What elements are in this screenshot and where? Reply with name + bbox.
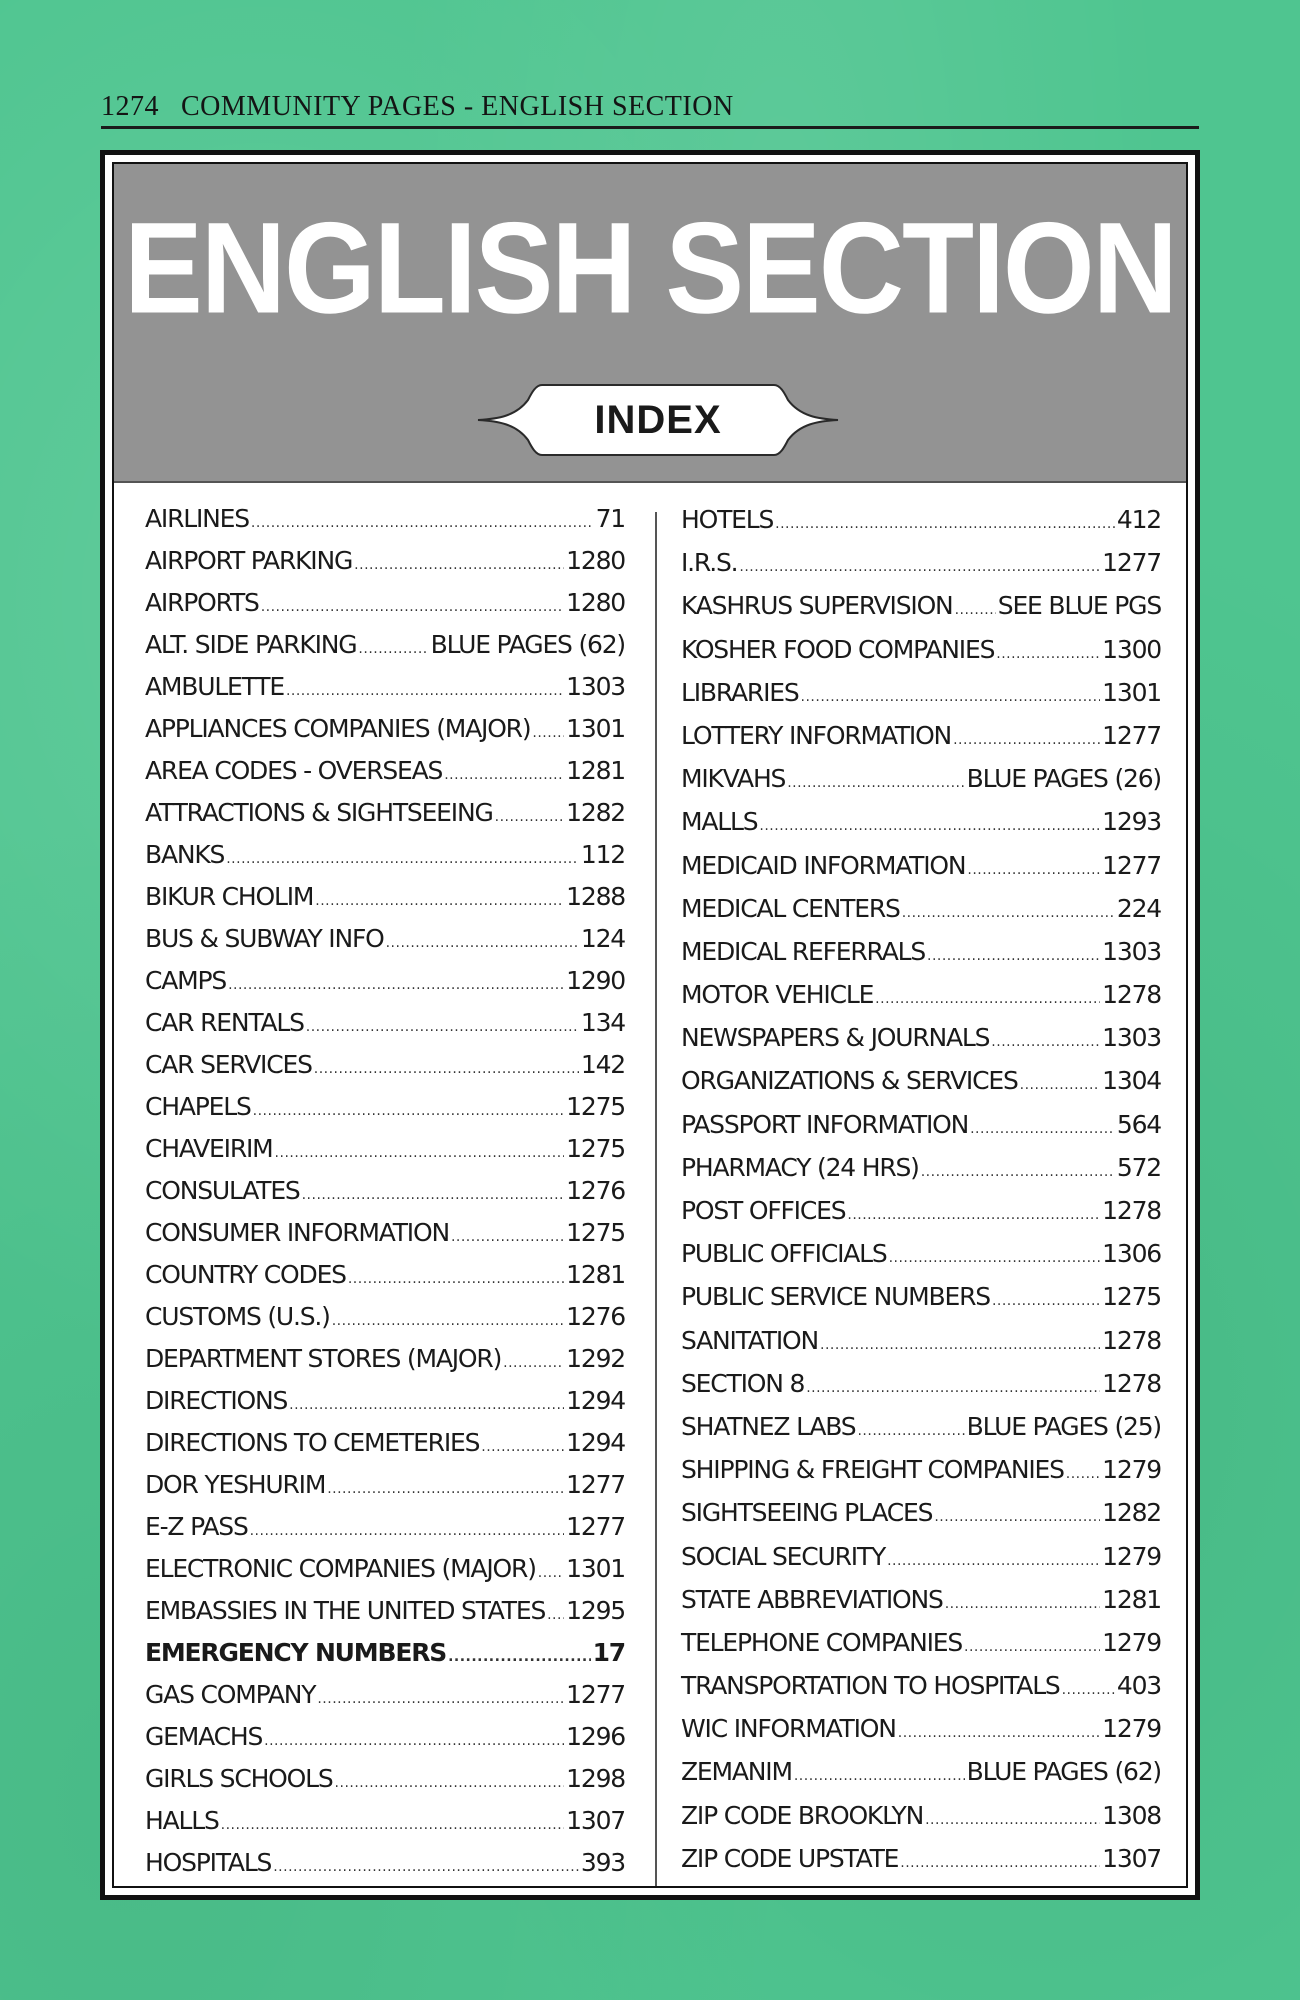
index-entry-name: DIRECTIONS TO CEMETERIES: [145, 1428, 480, 1457]
index-entry-page: 1275: [566, 1134, 625, 1163]
index-entry: [681, 887, 1161, 930]
index-entry: [145, 1590, 625, 1632]
index-column-right: [681, 498, 1161, 1880]
dot-leader: [332, 1300, 564, 1342]
dot-leader: [273, 1846, 579, 1888]
dot-leader: [806, 1367, 1100, 1410]
index-entry: [681, 541, 1161, 584]
index-entry: [681, 757, 1161, 800]
index-entry-page: 1288: [566, 882, 625, 911]
index-entry-page: 393: [580, 1848, 625, 1877]
index-entry: [681, 844, 1161, 887]
index-entry: [145, 960, 625, 1002]
dot-leader: [289, 1384, 564, 1426]
index-entry-name: CHAVEIRIM: [145, 1134, 273, 1163]
index-entry-name: SECTION 8: [681, 1368, 805, 1398]
dot-leader: [348, 1258, 564, 1300]
index-entry: [681, 1750, 1161, 1793]
index-entry-page: 1301: [1102, 677, 1161, 707]
index-entry-name: ZEMANIM: [681, 1757, 792, 1787]
index-entry-name: I.R.S.: [681, 548, 738, 578]
index-entry-name: LIBRARIES: [681, 677, 799, 707]
index-entry-name: TRANSPORTATION TO HOSPITALS: [681, 1671, 1060, 1701]
dot-leader: [226, 838, 579, 880]
section-title: ENGLISH SECTION: [124, 195, 1176, 342]
index-entry: [681, 1059, 1161, 1102]
index-entry-name: STATE ABBREVIATIONS: [681, 1584, 943, 1614]
index-entry-name: ALT. SIDE PARKING: [145, 630, 357, 659]
dot-leader: [992, 1280, 1100, 1323]
dot-leader: [739, 546, 1100, 589]
index-entry-name: HALLS: [145, 1806, 219, 1835]
index-entry-name: ATTRACTIONS & SIGHTSEEING: [145, 798, 493, 827]
dot-leader: [889, 1237, 1101, 1280]
dot-leader: [902, 892, 1115, 935]
index-entry-page: 1304: [1102, 1066, 1161, 1096]
index-entry-page: 1279: [1102, 1714, 1161, 1744]
index-entry-name: AIRLINES: [145, 504, 249, 533]
dot-leader: [495, 796, 565, 838]
index-entry: [145, 1758, 625, 1800]
index-entry-name: MALLS: [681, 807, 758, 837]
dot-leader: [264, 1720, 564, 1762]
dot-leader: [794, 1755, 965, 1798]
index-entry-name: EMBASSIES IN THE UNITED STATES: [145, 1596, 546, 1625]
index-entry-name: TELEPHONE COMPANIES: [681, 1627, 963, 1657]
index-entry: [145, 624, 625, 666]
index-entry: [145, 1422, 625, 1464]
dot-leader: [503, 1342, 564, 1384]
index-entry-page: 1279: [1102, 1541, 1161, 1571]
index-entry: [681, 628, 1161, 671]
index-entry-name: ORGANIZATIONS & SERVICES: [681, 1066, 1018, 1096]
dot-leader: [1020, 1064, 1101, 1107]
dot-leader: [444, 754, 564, 796]
index-entry-page: 1307: [1102, 1843, 1161, 1873]
index-entry-page: 1300: [1102, 634, 1161, 664]
index-entry: [145, 1674, 625, 1716]
dot-leader: [820, 1324, 1100, 1367]
index-entry-name: GIRLS SCHOOLS: [145, 1764, 333, 1793]
index-entry-name: CONSUMER INFORMATION: [145, 1218, 449, 1247]
dot-leader: [251, 502, 594, 544]
dot-leader: [314, 1048, 579, 1090]
index-entry-page: 1280: [566, 546, 625, 575]
index-entry: [145, 1170, 625, 1212]
index-entry-page: 1298: [566, 1764, 625, 1793]
index-entry-name: AIRPORT PARKING: [145, 546, 353, 575]
dot-leader: [306, 1006, 579, 1048]
index-entry-name: LOTTERY INFORMATION: [681, 720, 952, 750]
index-entry-page: 1308: [1102, 1800, 1161, 1830]
dot-leader: [317, 1678, 564, 1720]
index-entry: [681, 1794, 1161, 1837]
index-entry-page: 403: [1116, 1671, 1161, 1701]
index-frame-inner: [112, 162, 1188, 1888]
index-entry-name: POST OFFICES: [681, 1196, 846, 1225]
index-entry-name: BANKS: [145, 840, 225, 869]
dot-leader: [1062, 1669, 1115, 1712]
dot-leader: [354, 544, 564, 586]
index-entry-name: GAS COMPANY: [145, 1680, 316, 1709]
index-entry: [145, 1716, 625, 1758]
index-entry-name: AMBULETTE: [145, 672, 284, 701]
index-entry-name: NEWSPAPERS & JOURNALS: [681, 1023, 990, 1053]
index-entry-page: 1282: [1102, 1498, 1161, 1528]
dot-leader: [286, 670, 564, 712]
dot-leader: [386, 922, 579, 964]
page-number: 1274: [101, 91, 159, 122]
index-entry-name: AREA CODES - OVERSEAS: [145, 756, 443, 785]
index-entry-name: CHAPELS: [145, 1092, 251, 1121]
index-entry-name: HOTELS: [681, 505, 774, 534]
dot-leader: [451, 1216, 564, 1258]
index-entry-name: MOTOR VEHICLE: [681, 980, 874, 1010]
dot-leader: [898, 1712, 1100, 1755]
index-entry: [681, 671, 1161, 714]
column-divider: [655, 512, 657, 1887]
index-entry-name: ZIP CODE BROOKLYN: [681, 1800, 924, 1830]
index-entry: [681, 584, 1161, 627]
dot-leader: [228, 964, 564, 1006]
index-entry-page: 1279: [1102, 1627, 1161, 1657]
index-entry-page: 564: [1116, 1109, 1161, 1139]
index-column-left: [145, 498, 625, 1884]
dot-leader: [221, 1804, 565, 1846]
index-tag: [476, 382, 840, 458]
dot-leader: [900, 1842, 1100, 1885]
index-entry-page: 1301: [566, 1554, 625, 1583]
dot-leader: [967, 849, 1100, 892]
dot-leader: [358, 628, 428, 670]
index-entry: [681, 1146, 1161, 1189]
index-entry-page: SEE BLUE PGS: [997, 591, 1161, 621]
index-entry-name: CUSTOMS (U.S.): [145, 1302, 330, 1331]
dot-leader: [481, 1426, 564, 1468]
index-entry-name: ELECTRONIC COMPANIES (MAJOR): [145, 1554, 536, 1583]
index-entry: [681, 714, 1161, 757]
index-entry-page: 1296: [566, 1722, 625, 1751]
index-entry: [681, 1621, 1161, 1664]
index-entry-name: SHIPPING & FREIGHT COMPANIES: [681, 1455, 1064, 1485]
index-entry: [145, 498, 625, 540]
index-entry-name: SANITATION: [681, 1325, 819, 1355]
index-entry-name: GEMACHS: [145, 1722, 263, 1751]
index-entry-page: 1303: [1102, 936, 1161, 966]
index-entry: [681, 1405, 1161, 1448]
index-entry-page: 1278: [1102, 1325, 1161, 1355]
dot-leader: [857, 1410, 964, 1453]
index-entry: [145, 1002, 625, 1044]
index-entry: [681, 1103, 1161, 1146]
index-entry-name: MEDICAID INFORMATION: [681, 850, 966, 880]
running-head-title: COMMUNITY PAGES - ENGLISH SECTION: [181, 91, 734, 122]
index-entry-page: 1281: [566, 1260, 625, 1289]
index-entry-name: SHATNEZ LABS: [681, 1411, 856, 1441]
index-entry-name: COUNTRY CODES: [145, 1260, 346, 1289]
index-entry: [681, 1232, 1161, 1275]
index-entry-page: BLUE PAGES (25): [966, 1411, 1161, 1441]
index-entry: [681, 1491, 1161, 1534]
index-entry: [681, 800, 1161, 843]
index-entry-name: CAR SERVICES: [145, 1050, 312, 1079]
dot-leader: [261, 586, 564, 628]
index-entry: [145, 1632, 625, 1674]
index-label: INDEX: [594, 398, 722, 442]
index-entry: [145, 708, 625, 750]
dot-leader: [759, 805, 1100, 848]
index-entry: [145, 582, 625, 624]
index-entry-page: 1294: [566, 1428, 625, 1457]
index-entry-name: KASHRUS SUPERVISION: [681, 591, 953, 621]
dot-leader: [927, 935, 1100, 978]
index-entry-page: 1306: [1102, 1239, 1161, 1269]
dot-leader: [953, 719, 1100, 762]
index-entry: [681, 1189, 1161, 1232]
index-entry: [145, 792, 625, 834]
index-entry-page: 1275: [566, 1092, 625, 1121]
index-columns: [114, 494, 1186, 1886]
index-entry-page: 1290: [566, 966, 625, 995]
index-entry: [145, 1296, 625, 1338]
dot-leader: [991, 1021, 1100, 1064]
index-entry: [145, 1044, 625, 1086]
index-entry-page: 224: [1116, 893, 1161, 923]
dot-leader: [250, 1510, 565, 1552]
index-entry-page: 142: [580, 1050, 625, 1079]
index-entry-page: 1276: [566, 1302, 625, 1331]
dot-leader: [787, 762, 964, 805]
index-entry-name: BUS & SUBWAY INFO: [145, 924, 384, 953]
index-entry-name: DIRECTIONS: [145, 1386, 288, 1415]
index-entry-page: 1277: [566, 1470, 625, 1499]
index-entry-page: 1277: [566, 1512, 625, 1541]
index-entry: [681, 1837, 1161, 1880]
index-entry-page: 1280: [566, 588, 625, 617]
section-banner: [114, 164, 1186, 483]
index-entry: [145, 1842, 625, 1884]
index-entry: [145, 1212, 625, 1254]
index-entry: [681, 1016, 1161, 1059]
dot-leader: [970, 1108, 1115, 1151]
index-entry-page: 1282: [566, 798, 625, 827]
index-entry: [681, 1448, 1161, 1491]
index-entry-page: BLUE PAGES (62): [430, 630, 625, 659]
index-entry-name: WIC INFORMATION: [681, 1714, 896, 1744]
index-entry: [681, 498, 1161, 541]
dot-leader: [302, 1174, 565, 1216]
index-entry-page: 1292: [566, 1344, 625, 1373]
index-entry-page: 1277: [566, 1680, 625, 1709]
dot-leader: [532, 712, 564, 754]
dot-leader: [955, 589, 996, 632]
dot-leader: [887, 1540, 1100, 1583]
index-entry: [145, 1548, 625, 1590]
dot-leader: [335, 1762, 565, 1804]
index-entry-name: CAR RENTALS: [145, 1008, 304, 1037]
index-entry-page: 1275: [566, 1218, 625, 1247]
dot-leader: [253, 1090, 565, 1132]
dot-leader: [448, 1636, 591, 1678]
index-entry: [681, 1319, 1161, 1362]
index-entry-name: PUBLIC SERVICE NUMBERS: [681, 1282, 990, 1312]
index-entry-page: 1307: [566, 1806, 625, 1835]
index-entry-name: MIKVAHS: [681, 764, 786, 794]
index-entry: [681, 1664, 1161, 1707]
dot-leader: [801, 676, 1101, 719]
index-entry-name: DEPARTMENT STORES (MAJOR): [145, 1344, 502, 1373]
dot-leader: [945, 1583, 1100, 1626]
index-entry-name: E-Z PASS: [145, 1512, 248, 1541]
index-entry-page: 1275: [1102, 1282, 1161, 1312]
index-entry-page: 1295: [566, 1596, 625, 1625]
index-entry-page: BLUE PAGES (26): [966, 764, 1161, 794]
index-entry-name: KOSHER FOOD COMPANIES: [681, 634, 995, 664]
index-entry-page: 124: [580, 924, 625, 953]
index-entry: [145, 1254, 625, 1296]
index-entry-page: 1281: [566, 756, 625, 785]
dot-leader: [996, 633, 1100, 676]
index-entry: [145, 918, 625, 960]
index-entry-page: 1278: [1102, 980, 1161, 1010]
index-entry-name: PUBLIC OFFICIALS: [681, 1239, 887, 1269]
index-entry: [145, 1506, 625, 1548]
index-entry-page: 134: [580, 1008, 625, 1037]
index-entry-name: PASSPORT INFORMATION: [681, 1109, 969, 1139]
index-entry-page: 71: [595, 504, 625, 533]
index-frame: [100, 150, 1200, 1900]
index-entry-page: 1293: [1102, 807, 1161, 837]
index-entry-name: PHARMACY (24 HRS): [681, 1152, 919, 1182]
index-entry: [145, 1800, 625, 1842]
index-entry: [681, 1362, 1161, 1405]
index-entry-name: APPLIANCES COMPANIES (MAJOR): [145, 714, 531, 743]
index-entry: [145, 834, 625, 876]
dot-leader: [964, 1626, 1100, 1669]
index-entry-page: 1303: [1102, 1023, 1161, 1053]
index-entry-page: 1276: [566, 1176, 625, 1205]
running-head: [101, 90, 1199, 129]
dot-leader: [921, 1151, 1115, 1194]
index-entry: [681, 930, 1161, 973]
index-entry-page: 1278: [1102, 1196, 1161, 1225]
dot-leader: [538, 1552, 564, 1594]
index-entry-name: EMERGENCY NUMBERS: [145, 1638, 447, 1667]
dot-leader: [1066, 1453, 1100, 1496]
dot-leader: [275, 1132, 565, 1174]
index-entry-name: MEDICAL CENTERS: [681, 893, 900, 923]
dot-leader: [875, 978, 1100, 1021]
index-entry: [681, 1578, 1161, 1621]
index-entry: [145, 540, 625, 582]
index-entry: [145, 1338, 625, 1380]
index-entry: [145, 1464, 625, 1506]
index-entry-page: 572: [1116, 1152, 1161, 1182]
index-entry-page: 1277: [1102, 850, 1161, 880]
index-entry: [145, 1086, 625, 1128]
index-entry-name: DOR YESHURIM: [145, 1470, 326, 1499]
index-entry-page: 1303: [566, 672, 625, 701]
index-entry-page: 1279: [1102, 1455, 1161, 1485]
index-entry-name: SIGHTSEEING PLACES: [681, 1498, 933, 1528]
index-entry: [145, 876, 625, 918]
index-entry-page: 412: [1116, 505, 1161, 534]
index-entry-page: 1301: [566, 714, 625, 743]
index-entry: [681, 1535, 1161, 1578]
index-entry-page: 1278: [1102, 1368, 1161, 1398]
index-entry: [681, 1707, 1161, 1750]
index-entry-name: CAMPS: [145, 966, 227, 995]
index-entry: [145, 666, 625, 708]
index-entry-name: SOCIAL SECURITY: [681, 1541, 886, 1571]
index-entry-page: 1281: [1102, 1584, 1161, 1614]
index-entry-page: BLUE PAGES (62): [966, 1757, 1161, 1787]
dot-leader: [547, 1594, 564, 1636]
index-entry-name: CONSULATES: [145, 1176, 300, 1205]
dot-leader: [327, 1468, 564, 1510]
index-entry: [145, 1380, 625, 1422]
dot-leader: [315, 880, 564, 922]
index-entry: [681, 1275, 1161, 1318]
dot-leader: [775, 503, 1115, 546]
index-entry-name: HOSPITALS: [145, 1848, 272, 1877]
index-entry-page: 1277: [1102, 548, 1161, 578]
dot-leader: [847, 1194, 1100, 1237]
index-entry: [145, 1128, 625, 1170]
index-entry-name: AIRPORTS: [145, 588, 259, 617]
index-entry-name: BIKUR CHOLIM: [145, 882, 314, 911]
index-entry: [145, 750, 625, 792]
index-entry-name: MEDICAL REFERRALS: [681, 936, 925, 966]
index-entry-page: 17: [592, 1638, 625, 1667]
index-entry-page: 1277: [1102, 720, 1161, 750]
dot-leader: [934, 1496, 1100, 1539]
dot-leader: [925, 1799, 1100, 1842]
index-entry-page: 1294: [566, 1386, 625, 1415]
index-entry-page: 112: [580, 840, 625, 869]
index-entry: [681, 973, 1161, 1016]
index-entry-name: ZIP CODE UPSTATE: [681, 1843, 899, 1873]
